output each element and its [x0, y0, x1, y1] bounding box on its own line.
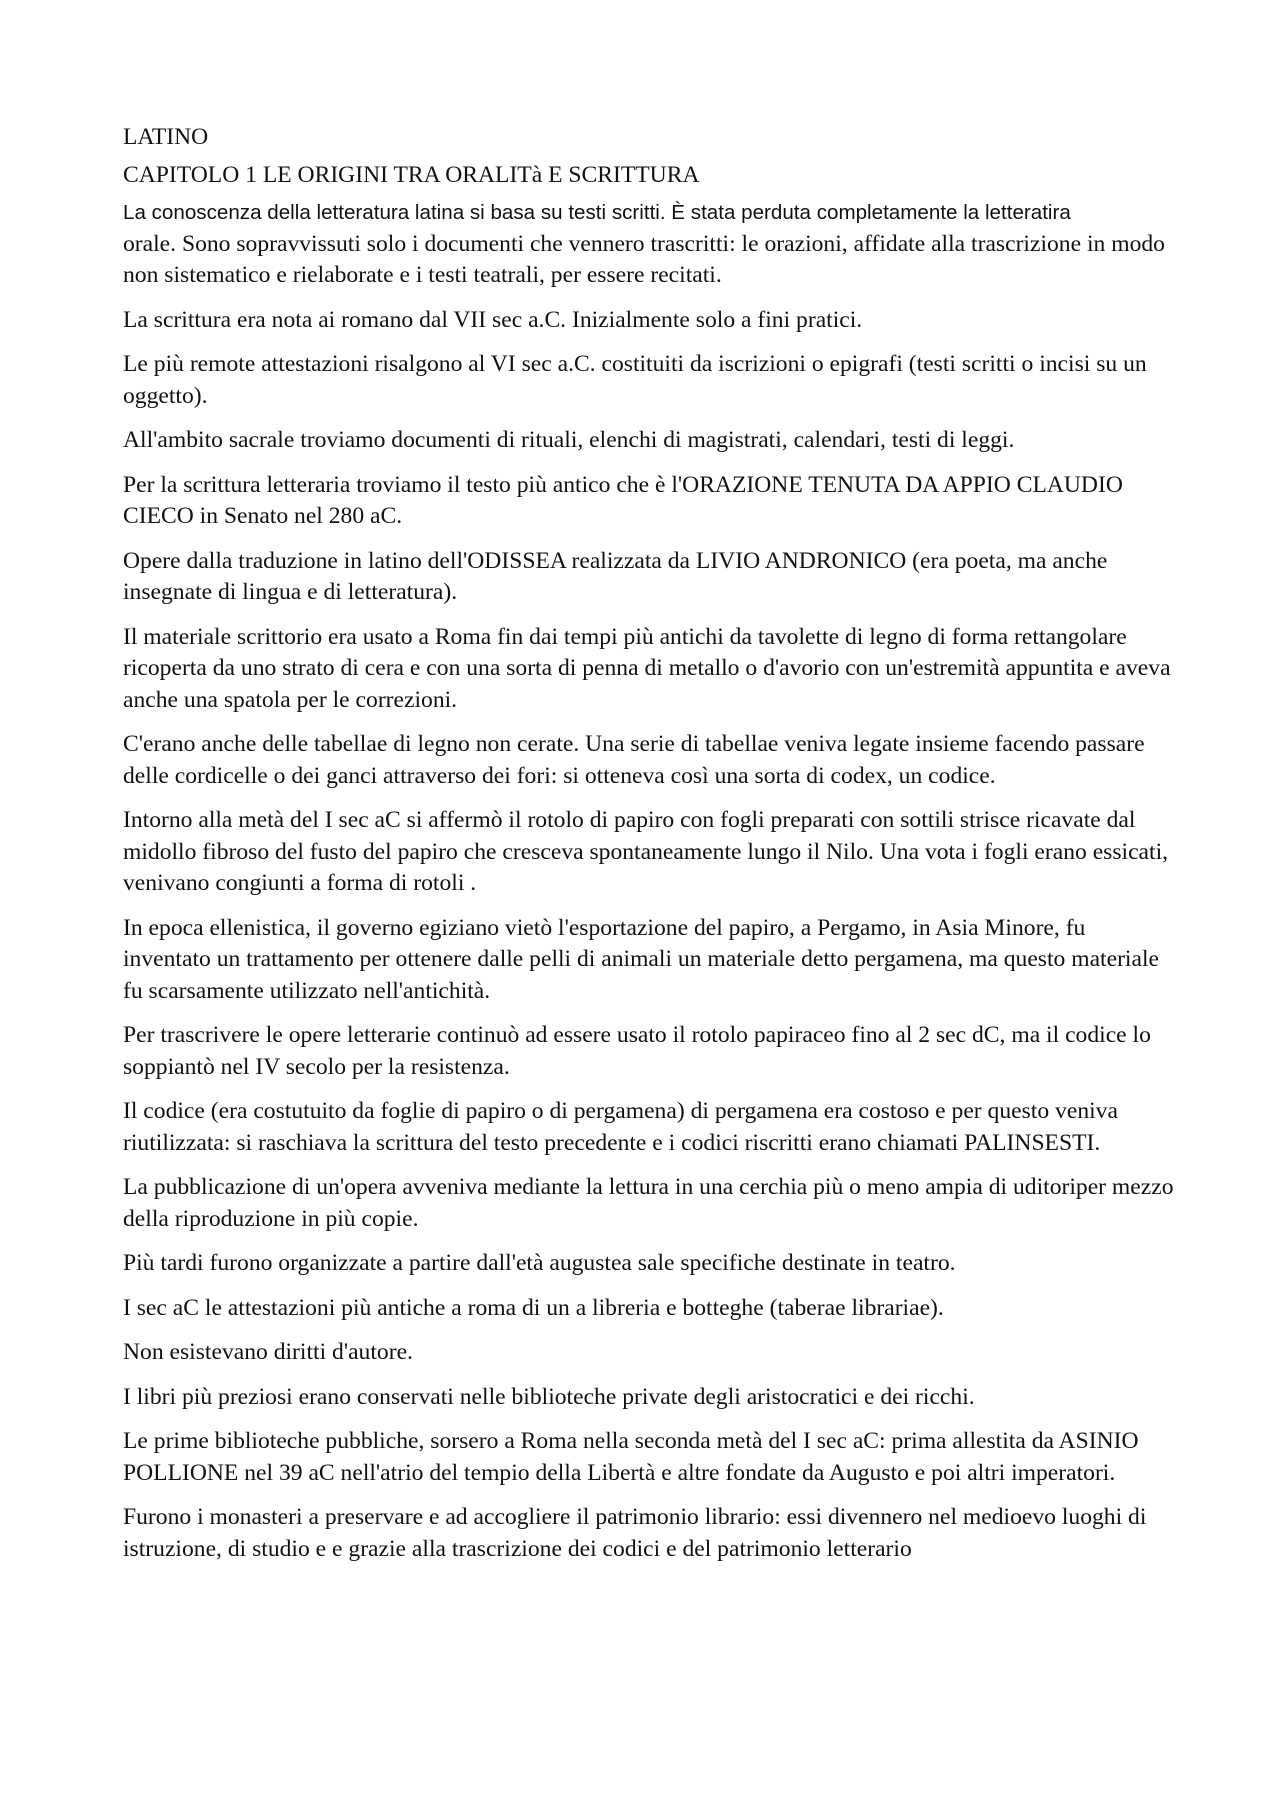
first-paragraph-lead: La conoscenza della letteratura latina si basa su testi scritti. È stata perduta completamente la letteratira [123, 201, 1071, 224]
paragraph: All'ambito sacrale troviamo documenti di rituali, elenchi di magistrati, calendari, testi di leggi. [123, 427, 1015, 453]
paragraph: Furono i monasteri a preservare e ad accogliere il patrimonio librario: essi divennero nel medioevo luoghi di istruzione, di studio e e grazie alla trascrizione dei codici e del patrimonio letterario [123, 1504, 1147, 1562]
paragraph: La pubblicazione di un'opera avveniva mediante la lettura in una cerchia più o meno ampia di uditoriper mezzo della riproduzione in più copie. [123, 1174, 1174, 1232]
paragraph: Opere dalla traduzione in latino dell'ODISSEA realizzata da LIVIO ANDRONICO (era poeta, ma anche insegnate di lingua e di letteratura). [123, 547, 1108, 605]
paragraph: Per la scrittura letteraria troviamo il testo più antico che è l'ORAZIONE TENUTA DA APPIO CLAUDIO CIECO in Senato nel 280 aC. [123, 471, 1123, 529]
paragraph: Più tardi furono organizzate a partire dall'età augustea sale specifiche destinate in teatro. [123, 1250, 956, 1276]
paragraph: I libri più preziosi erano conservati nelle biblioteche private degli aristocratici e dei ricchi. [123, 1383, 975, 1410]
paragraph: Il codice (era costutuito da foglie di papiro o di pergamena) di pergamena era costoso e per questo veniva riutilizzata: si raschiava la scrittura del testo precedente e i codici riscritti erano chiamati PALINSESTI. [123, 1098, 1118, 1156]
document-title: LATINO [123, 124, 209, 150]
paragraph: La scrittura era nota ai romano dal VII sec a.C. Inizialmente solo a fini pratici. [123, 306, 863, 333]
paragraph: Intorno alla metà del I sec aC si affermò il rotolo di papiro con fogli preparati con sottili strisce ricavate dal midollo fibroso del fusto del papiro che cresceva spontaneamente lungo il Nilo. Una vota i fogli erano essicati, venivano congiunti a forma di rotoli . [123, 807, 1169, 896]
chapter-heading: CAPITOLO 1 LE ORIGINI TRA ORALITà E SCRITTURA [123, 161, 700, 188]
paragraph: Il materiale scrittorio era usato a Roma fin dai tempi più antichi da tavolette di legno di forma rettangolare ricoperta da uno strato di cera e con una sorta di penna di metallo o d'avorio con un'estremità appuntita e aveva anche una spatola per le correzioni. [123, 623, 1171, 713]
paragraph: Le più remote attestazioni risalgono al VI sec a.C. costituiti da iscrizioni o epigrafi (testi scritti o incisi su un oggetto). [123, 351, 1147, 409]
document-body [123, 122, 1178, 1578]
paragraph: Per trascrivere le opere letterarie continuò ad essere usato il rotolo papiraceo fino al 2 sec dC, ma il codice lo soppiantò nel IV secolo per la resistenza. [123, 1022, 1151, 1080]
paragraph: Non esistevano diritti d'autore. [123, 1339, 413, 1365]
first-paragraph [123, 197, 1178, 292]
paragraph: In epoca ellenistica, il governo egiziano vietò l'esportazione del papiro, a Pergamo, in Asia Minore, fu inventato un trattamento per ottenere dalle pelli di animali un materiale detto pergamena, ma questo materiale fu scarsamente utilizzato nell'antichità. [123, 914, 1159, 1004]
paragraph: Le prime biblioteche pubbliche, sorsero a Roma nella seconda metà del I sec aC: prima allestita da ASINIO POLLIONE nel 39 aC nell'atrio del tempio della Libertà e altre fondate da Augusto e poi altri imperatori. [123, 1428, 1139, 1486]
paragraph: C'erano anche delle tabellae di legno non cerate. Una serie di tabellae veniva legate insieme facendo passare delle cordicelle o dei ganci attraverso dei fori: si otteneva così una sorta di codex, un codice. [123, 731, 1145, 789]
first-paragraph-rest: orale. Sono sopravvissuti solo i documenti che vennero trascritti: le orazioni, affidate alla trascrizione in modo non sistematico e rielaborate e i testi teatrali, per essere recitati. [123, 230, 1165, 288]
paragraph: I sec aC le attestazioni più antiche a roma di un a libreria e botteghe (taberae librariae). [123, 1294, 944, 1321]
